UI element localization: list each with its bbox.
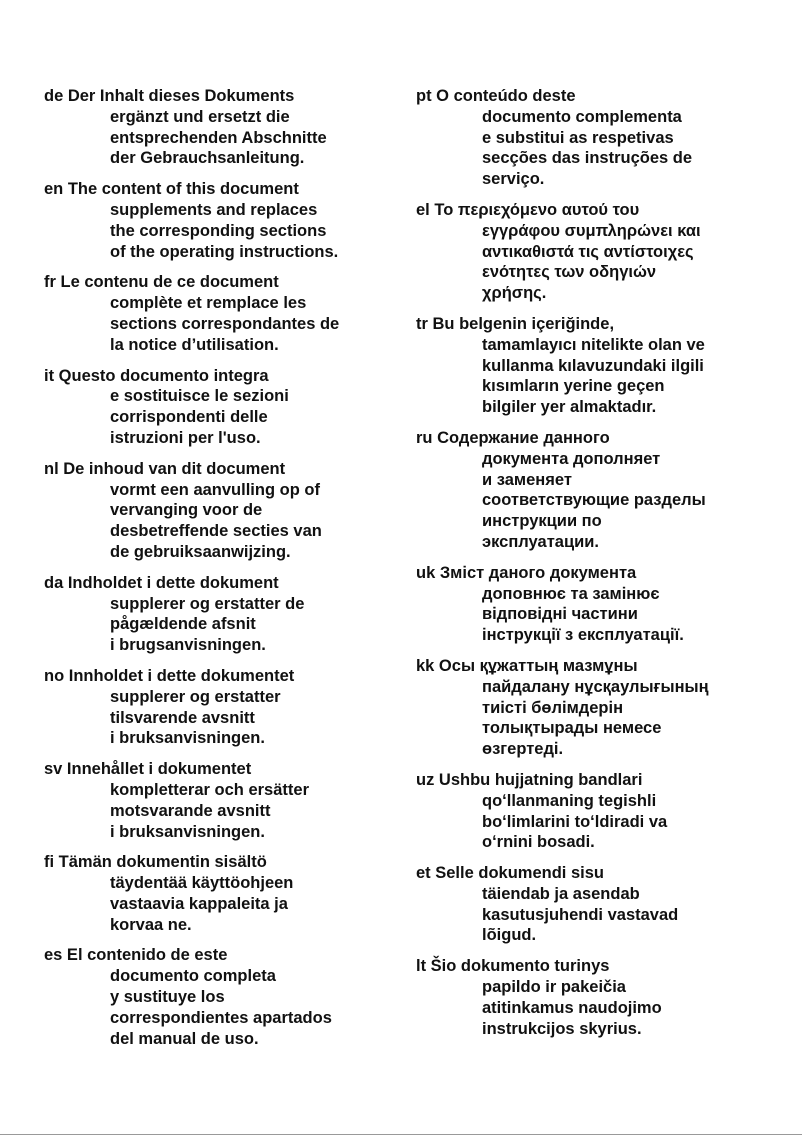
entry-line: инструкции по (482, 512, 602, 531)
entry-first-line: tr Bu belgenin içeriğinde, (416, 314, 615, 333)
entry-line: өзгертеді. (482, 740, 564, 759)
entry-line: y sustituye los (110, 988, 225, 1007)
entry-first-line: lt Šio dokumento turinys (416, 957, 610, 976)
entry-first-line: da Indholdet i dette dokument (44, 573, 279, 592)
entry-line: täiendab ja asendab (482, 884, 640, 903)
entry-line: i bruksanvisningen. (110, 729, 265, 748)
entry-line: corrispondenti delle (110, 408, 268, 427)
language-entry (416, 956, 756, 1039)
entry-line: e sostituisce le sezioni (110, 387, 289, 406)
right-column (416, 86, 756, 1049)
entry-line: desbetreffende secties van (110, 522, 322, 541)
entry-line: supplements and replaces (110, 200, 318, 219)
language-entry (44, 272, 394, 355)
entry-line: соответствующие разделы (482, 491, 706, 510)
entry-line: vormt een aanvulling op of (110, 480, 320, 499)
entry-first-line: nl De inhoud van dit document (44, 459, 286, 478)
entry-line: тиісті бөлімдерін (482, 698, 624, 717)
entry-line: complète et remplace les (110, 294, 307, 313)
entry-first-line: it Questo documento integra (44, 366, 269, 385)
entry-line: of the operating instructions. (110, 242, 339, 261)
language-entry (44, 179, 394, 262)
language-entry (44, 459, 394, 563)
entry-first-line: en The content of this document (44, 180, 299, 199)
entry-first-line: uz Ushbu hujjatning bandlari (416, 770, 643, 789)
entry-line: supplerer og erstatter (110, 687, 281, 706)
entry-line: oʻrnini bosadi. (482, 833, 595, 852)
entry-line: korvaa ne. (110, 915, 192, 934)
entry-line: de gebruiksaanwijzing. (110, 542, 291, 561)
entry-line: эксплуатации. (482, 532, 599, 551)
entry-first-line: el Το περιεχόμενο αυτού του (416, 200, 640, 219)
entry-line: documento complementa (482, 107, 682, 126)
entry-line: pågældende afsnit (110, 615, 256, 634)
entry-line: tilsvarende avsnitt (110, 708, 255, 727)
entry-line: täydentää käyttöohjeen (110, 874, 294, 893)
entry-line: vastaavia kappaleita ja (110, 894, 288, 913)
entry-line: instrukcijos skyrius. (482, 1019, 642, 1038)
entry-line: the corresponding sections (110, 221, 327, 240)
entry-line: motsvarande avsnitt (110, 801, 271, 820)
entry-line: εγγράφου συμπληρώνει και (482, 221, 701, 240)
language-entry (416, 314, 756, 418)
entry-line: e substitui as respetivas (482, 128, 674, 147)
entry-line: bilgiler yer almaktadır. (482, 398, 657, 417)
entry-line: atitinkamus naudojimo (482, 998, 662, 1017)
language-entry (44, 666, 394, 749)
language-entry (44, 852, 394, 935)
entry-first-line: et Selle dokumendi sisu (416, 864, 604, 883)
entry-first-line: pt O conteúdo deste (416, 87, 576, 105)
entry-line: ενότητες των οδηγιών (482, 263, 657, 282)
entry-first-line: de Der Inhalt dieses Dokuments (44, 87, 295, 105)
language-entry (416, 86, 756, 190)
entry-line: papildo ir pakeičia (482, 978, 626, 997)
entry-line: qoʻllanmaning tegishli (482, 791, 657, 810)
language-entry (416, 428, 756, 553)
left-column (44, 86, 394, 1059)
entry-line: толықтырады немесе (482, 719, 662, 738)
entry-line: supplerer og erstatter de (110, 594, 305, 613)
entry-first-line: fi Tämän dokumentin sisältö (44, 853, 267, 872)
entry-line: documento completa (110, 967, 276, 986)
entry-line: и заменяет (482, 470, 572, 489)
language-entry (416, 863, 756, 946)
entry-line: vervanging voor de (110, 501, 263, 520)
entry-line: kısımların yerine geçen (482, 377, 665, 396)
entry-line: entsprechenden Abschnitte (110, 128, 327, 147)
entry-line: kasutusjuhendi vastavad (482, 905, 679, 924)
entry-line: der Gebrauchsanleitung. (110, 149, 305, 168)
entry-line: kompletterar och ersätter (110, 780, 309, 799)
entry-first-line: fr Le contenu de ce document (44, 273, 279, 292)
entry-line: correspondientes apartados (110, 1008, 332, 1027)
language-entry (44, 86, 394, 169)
entry-line: istruzioni per l'uso. (110, 428, 261, 447)
language-entry (416, 563, 756, 646)
entry-first-line: no Innholdet i dette dokumentet (44, 666, 295, 685)
entry-line: αντικαθιστά τις αντίστοιχες (482, 242, 694, 261)
entry-line: la notice d’utilisation. (110, 335, 279, 354)
entry-line: ergänzt und ersetzt die (110, 107, 290, 126)
entry-line: документа дополняет (482, 449, 661, 468)
entry-line: secções das instruções de (482, 149, 693, 168)
entry-line: kullanma kılavuzundaki ilgili (482, 356, 704, 375)
entry-line: lõigud. (482, 926, 537, 945)
entry-first-line: ru Содержание данного (416, 428, 610, 447)
entry-line: i brugsanvisningen. (110, 636, 266, 655)
language-entry (44, 573, 394, 656)
entry-first-line: uk Зміст даного документа (416, 563, 637, 582)
entry-first-line: sv Innehållet i dokumentet (44, 760, 252, 779)
entry-line: boʻlimlarini toʻldiradi va (482, 812, 668, 831)
entry-line: serviço. (482, 170, 545, 189)
entry-line: tamamlayıcı nitelikte olan ve (482, 335, 705, 354)
entry-line: i bruksanvisningen. (110, 822, 265, 841)
entry-line: інструкції з експлуатації. (482, 626, 684, 645)
language-entry (416, 770, 756, 853)
entry-line: del manual de uso. (110, 1029, 259, 1048)
entry-line: пайдалану нұсқаулығының (482, 677, 709, 696)
language-entry (416, 200, 756, 304)
entry-first-line: kk Осы құжаттың мазмұны (416, 656, 638, 675)
language-entry (44, 366, 394, 449)
entry-line: sections correspondantes de (110, 314, 340, 333)
language-entry (44, 945, 394, 1049)
entry-line: доповнює та замінює (482, 584, 660, 603)
entry-first-line: es El contenido de este (44, 946, 228, 965)
entry-line: χρήσης. (482, 284, 547, 303)
language-entry (44, 759, 394, 842)
bottom-divider (0, 1134, 802, 1135)
entry-line: відповідні частини (482, 605, 638, 624)
language-entry (416, 656, 756, 760)
